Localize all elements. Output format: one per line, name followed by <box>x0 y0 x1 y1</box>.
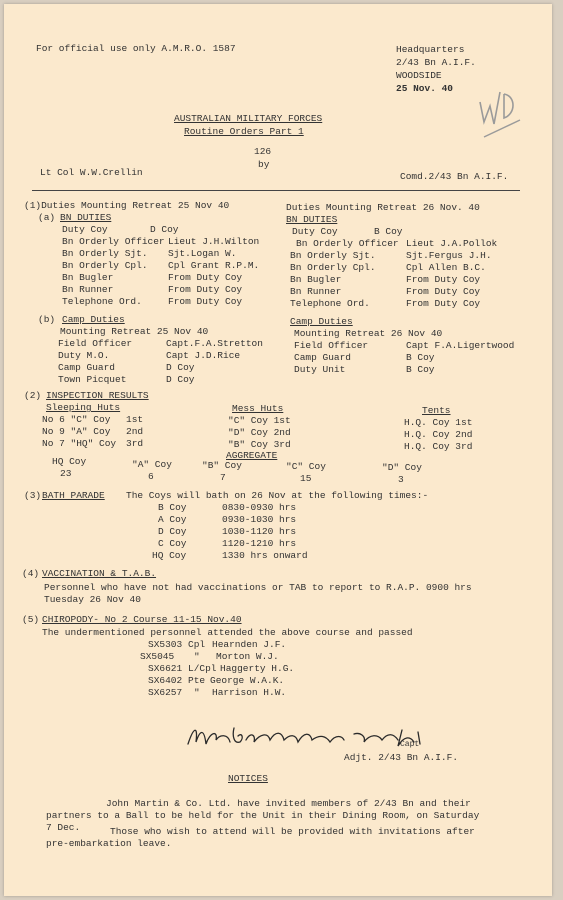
soldier-name: Haggerty H.G. <box>220 663 295 674</box>
duty-person: From Duty Coy <box>168 284 243 295</box>
duty-person: From Duty Coy <box>406 286 481 297</box>
aggregate-coy: "A" Coy <box>132 459 172 470</box>
duty-person: Cpl Grant R.P.M. <box>168 260 260 271</box>
hut-place: 3rd <box>126 438 144 449</box>
aggregate-score: 7 <box>220 472 226 483</box>
soldier-number: SX6257 <box>148 687 183 698</box>
soldier-number: SX5303 <box>148 639 183 650</box>
hq-line-4: 25 Nov. 40 <box>396 83 454 94</box>
hut-place: 2nd <box>126 426 144 437</box>
duty-role: Town Picquet <box>58 374 127 385</box>
bath-time: 1120-1210 hrs <box>222 538 297 549</box>
vaccination-label: (4) <box>22 568 40 579</box>
bath-coy: C Coy <box>158 538 187 549</box>
duty-role: Field Officer <box>294 340 369 351</box>
section-b-label: (b) <box>38 314 56 325</box>
notice-line: partners to a Ball to be held for the Unit in their Dining Room, on Saturday <box>46 810 480 821</box>
soldier-name: Hearnden J.F. <box>212 639 287 650</box>
soldier-rank: L/Cpl <box>188 663 217 674</box>
bath-time: 0830-0930 hrs <box>222 502 297 513</box>
official-use-note: For official use only A.M.R.O. 1587 <box>36 43 236 54</box>
aggregate-score: 6 <box>148 471 154 482</box>
soldier-number: SX5045 <box>140 651 175 662</box>
hq-line-3: WOODSIDE <box>396 70 442 81</box>
document-page <box>4 4 552 896</box>
aggregate-coy: "D" Coy <box>382 462 422 473</box>
inspection-label: (2) <box>24 390 42 401</box>
duty-role: Bn Bugler <box>290 274 342 285</box>
section-a-label: (a) <box>38 212 56 223</box>
duty-role: Bn Bugler <box>62 272 114 283</box>
right-duties-heading: Duties Mounting Retreat 26 Nov. 40 <box>286 202 480 213</box>
duty-role: Bn Orderly Officer <box>296 238 399 249</box>
duty-person: From Duty Coy <box>406 298 481 309</box>
header-divider <box>32 190 520 191</box>
tents-title: Tents <box>422 405 451 416</box>
duty-person: Capt J.D.Rice <box>166 350 241 361</box>
tent-result: H.Q. Coy 1st <box>404 417 473 428</box>
signature-rank: Capt <box>400 740 420 749</box>
order-number: 126 <box>254 146 272 157</box>
soldier-name: Morton W.J. <box>216 651 279 662</box>
author-name: Lt Col W.W.Crellin <box>40 167 143 178</box>
bath-time: 0930-1030 hrs <box>222 514 297 525</box>
duties-heading: (1)Duties Mounting Retreat 25 Nov 40 <box>24 200 230 211</box>
soldier-rank: " <box>194 687 200 698</box>
duty-person: Capt.F.A.Stretton <box>166 338 263 349</box>
tent-result: H.Q. Coy 2nd <box>404 429 473 440</box>
duty-role: Camp Guard <box>58 362 116 373</box>
duty-role: Duty M.O. <box>58 350 110 361</box>
bath-time: 1030-1120 hrs <box>222 526 297 537</box>
duty-role: Camp Guard <box>294 352 352 363</box>
right-camp-duties-sub: Mounting Retreat 26 Nov 40 <box>294 328 443 339</box>
bath-coy: HQ Coy <box>152 550 187 561</box>
duty-role: Telephone Ord. <box>290 298 370 309</box>
duty-person: Sjt.Logan W. <box>168 248 237 259</box>
notice-line: 7 Dec. <box>46 822 81 833</box>
duty-coy-value: D Coy <box>150 224 179 235</box>
duty-role: Field Officer <box>58 338 133 349</box>
duty-role: Bn Orderly Cpl. <box>290 262 376 273</box>
mess-result: "D" Coy 2nd <box>228 427 291 438</box>
aggregate-title: AGGREGATE <box>226 450 278 461</box>
duty-role: Bn Orderly Sjt. <box>290 250 376 261</box>
duty-role: Bn Runner <box>62 284 114 295</box>
adjutant-line: Adjt. 2/43 Bn A.I.F. <box>344 752 459 763</box>
notice-line: Those who wish to attend will be provided with invitations after <box>110 826 475 837</box>
soldier-rank: Pte <box>188 675 206 686</box>
vaccination-line-2: Tuesday 26 Nov 40 <box>44 594 141 605</box>
duty-person: B Coy <box>406 352 435 363</box>
chiropody-intro: The undermentioned personnel attended the above course and passed <box>42 627 413 638</box>
duty-role: Bn Orderly Sjt. <box>62 248 148 259</box>
soldier-number: SX6402 <box>148 675 183 686</box>
duty-person: Capt F.A.Ligertwood <box>406 340 515 351</box>
mess-result: "B" Coy 3rd <box>228 439 291 450</box>
soldier-number: SX6621 <box>148 663 183 674</box>
aggregate-score: 23 <box>60 468 72 479</box>
duty-person: B Coy <box>406 364 435 375</box>
inspection-title: INSPECTION RESULTS <box>46 390 149 401</box>
hut-name: No 9 "A" Coy <box>42 426 111 437</box>
chiropody-title: CHIROPODY- No 2 Course 11-15 Nov.40 <box>42 614 242 625</box>
right-duty-coy-value: B Coy <box>374 226 403 237</box>
document-subtitle: Routine Orders Part 1 <box>184 126 304 137</box>
aggregate-score: 15 <box>300 473 312 484</box>
hut-name: No 6 "C" Coy <box>42 414 111 425</box>
notices-title: NOTICES <box>228 773 268 784</box>
by-text: by <box>258 159 270 170</box>
camp-duties-sub: Mounting Retreat 25 Nov 40 <box>60 326 209 337</box>
sleeping-huts-title: Sleeping Huts <box>46 402 121 413</box>
duty-person: Lieut J.H.Wilton <box>168 236 260 247</box>
chiropody-label: (5) <box>22 614 40 625</box>
bath-label: (3) <box>24 490 42 501</box>
aggregate-score: 3 <box>398 474 404 485</box>
bath-title: BATH PARADE <box>42 490 105 501</box>
duty-person: From Duty Coy <box>406 274 481 285</box>
soldier-rank: " <box>194 651 200 662</box>
notice-line: pre-embarkation leave. <box>46 838 172 849</box>
vaccination-line-1: Personnel who have not had vaccinations or TAB to report to R.A.P. 0900 hrs <box>44 582 472 593</box>
hut-place: 1st <box>126 414 144 425</box>
soldier-name: Harrison H.W. <box>212 687 287 698</box>
aggregate-coy: "B" Coy <box>202 460 242 471</box>
duty-person: D Coy <box>166 374 195 385</box>
hq-line-1: Headquarters <box>396 44 465 55</box>
bath-intro: The Coys will bath on 26 Nov at the following times:- <box>126 490 429 501</box>
bath-coy: B Coy <box>158 502 187 513</box>
duty-role: Bn Runner <box>290 286 342 297</box>
right-camp-duties-title: Camp Duties <box>290 316 353 327</box>
duty-person: From Duty Coy <box>168 272 243 283</box>
duty-role: Duty Unit <box>294 364 346 375</box>
duty-person: Cpl Allen B.C. <box>406 262 486 273</box>
hq-line-2: 2/43 Bn A.I.F. <box>396 57 476 68</box>
duty-role: Bn Orderly Cpl. <box>62 260 148 271</box>
bn-duties-title: BN DUTIES <box>60 212 112 223</box>
right-duty-coy-label: Duty Coy <box>292 226 338 237</box>
tent-result: H.Q. Coy 3rd <box>404 441 473 452</box>
aggregate-coy: HQ Coy <box>52 456 87 467</box>
duty-role: Bn Orderly Officer <box>62 236 165 247</box>
soldier-name: George W.A.K. <box>210 675 285 686</box>
duty-person: D Coy <box>166 362 195 373</box>
duty-person: From Duty Coy <box>168 296 243 307</box>
command-text: Comd.2/43 Bn A.I.F. <box>400 171 509 182</box>
handwritten-signature <box>184 722 434 752</box>
duty-person: Lieut J.A.Pollok <box>406 238 498 249</box>
right-bn-duties-title: BN DUTIES <box>286 214 338 225</box>
hut-name: No 7 "HQ" Coy <box>42 438 117 449</box>
mess-huts-title: Mess Huts <box>232 403 284 414</box>
document-title: AUSTRALIAN MILITARY FORCES <box>174 113 323 124</box>
aggregate-coy: "C" Coy <box>286 461 326 472</box>
notice-line: John Martin & Co. Ltd. have invited members of 2/43 Bn and their <box>106 798 471 809</box>
camp-duties-title: Camp Duties <box>62 314 125 325</box>
soldier-rank: Cpl <box>188 639 206 650</box>
bath-coy: D Coy <box>158 526 187 537</box>
duty-coy-label: Duty Coy <box>62 224 108 235</box>
duty-person: Sjt.Fergus J.H. <box>406 250 492 261</box>
duty-role: Telephone Ord. <box>62 296 142 307</box>
mess-result: "C" Coy 1st <box>228 415 291 426</box>
pencil-initials <box>474 82 526 142</box>
bath-time: 1330 hrs onward <box>222 550 308 561</box>
bath-coy: A Coy <box>158 514 187 525</box>
vaccination-title: VACCINATION & T.A.B. <box>42 568 157 579</box>
